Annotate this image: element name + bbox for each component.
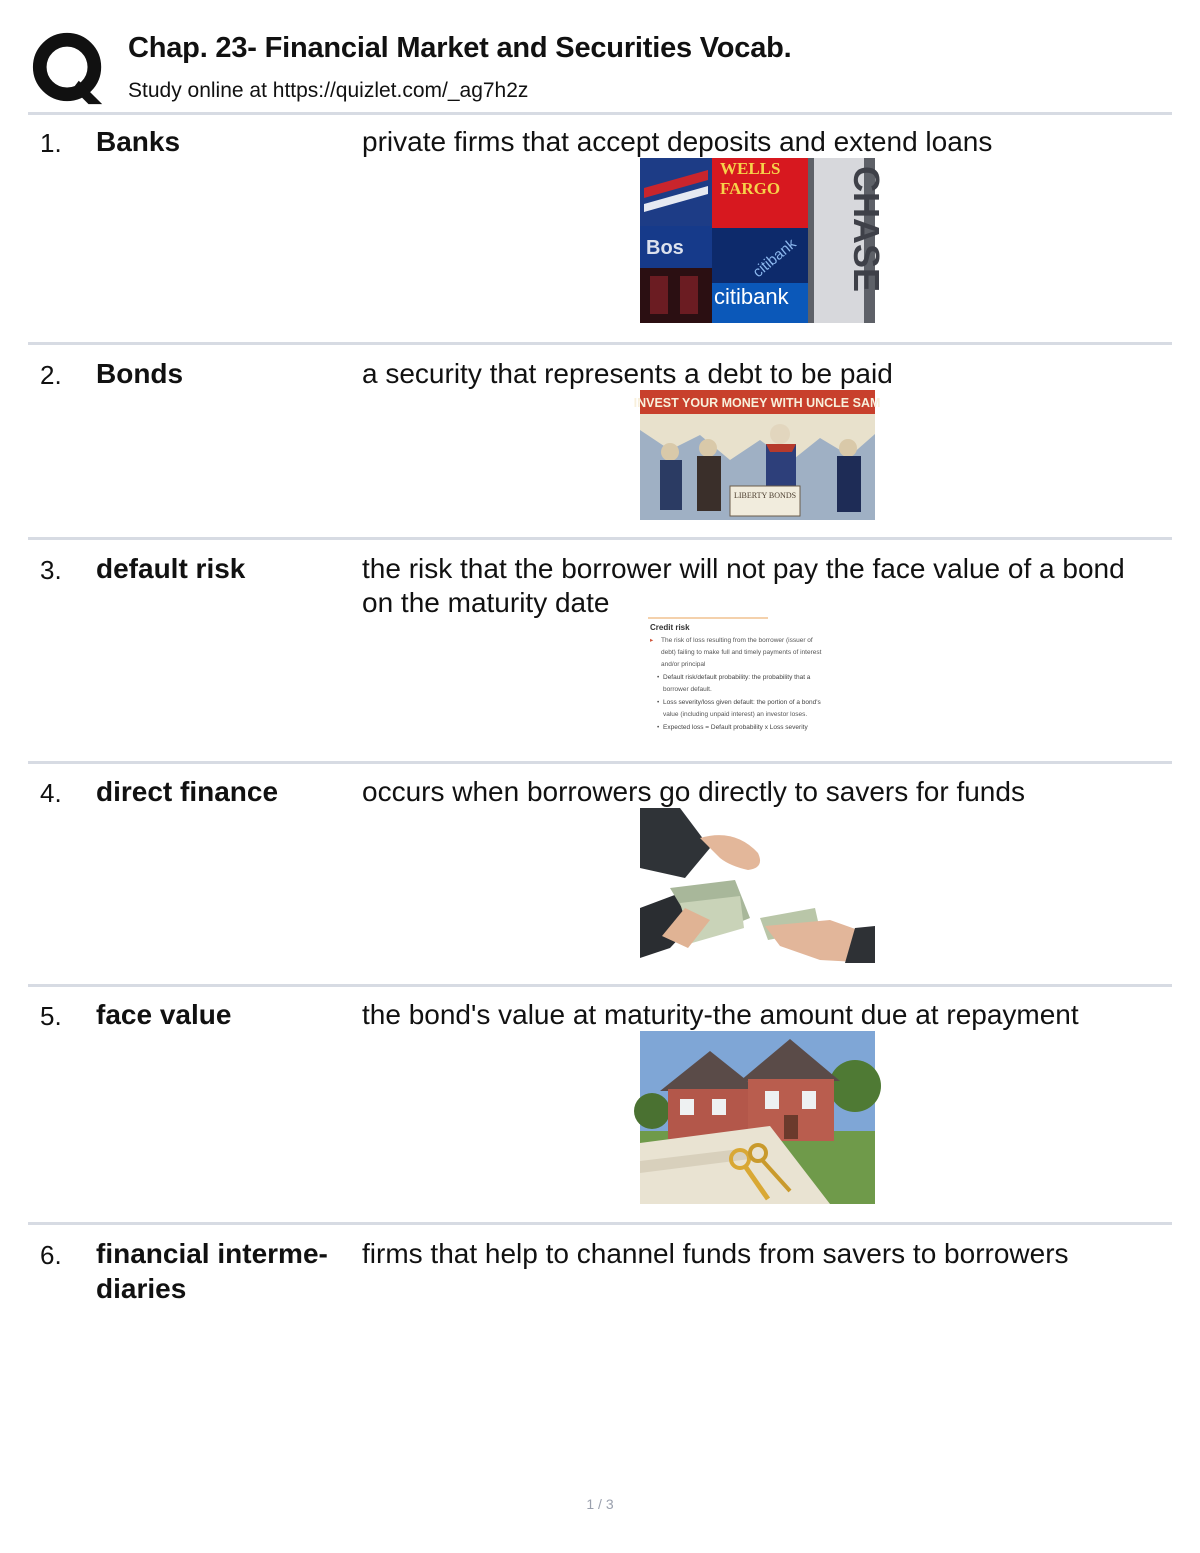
svg-text:borrower default.: borrower default.	[663, 686, 712, 693]
term-name: direct finance	[96, 776, 279, 807]
chase-label: CHASE	[846, 166, 887, 293]
svg-text:value (including unpaid intere: value (including unpaid interest) an investor loses.	[663, 711, 808, 718]
svg-text:Loss severity/loss given defau: Loss severity/loss given default: the portion of a bond's	[663, 699, 821, 706]
term-number: 3.	[40, 555, 62, 585]
svg-text:debt) failing to make full and: debt) failing to make full and timely payments of interest	[661, 649, 822, 656]
row-divider	[28, 1222, 1172, 1225]
term-number: 1.	[40, 128, 62, 158]
term-name: financial interme- diaries	[96, 1238, 328, 1304]
term-definition: occurs when borrowers go directly to savers for funds	[362, 776, 1025, 807]
row-divider	[28, 984, 1172, 987]
row-divider	[28, 761, 1172, 764]
term-definition: a security that represents a debt to be paid	[362, 358, 893, 389]
study-link[interactable]: Study online at https://quizlet.com/_ag7h2z	[128, 79, 529, 102]
house-keys-image	[640, 1031, 875, 1204]
liberty-bonds-image	[633, 390, 881, 520]
slide-heading: Credit risk	[650, 623, 690, 632]
svg-text:•: •	[657, 699, 660, 706]
hands-money-image	[640, 808, 875, 963]
header-divider	[28, 112, 1172, 115]
svg-text:Default risk/default probabili: Default risk/default probability: the probability that a	[663, 674, 811, 681]
term-name: default risk	[96, 553, 246, 584]
quizlet-logo-icon	[30, 30, 108, 108]
poster-banner: INVEST YOUR MONEY WITH UNCLE SAM	[633, 396, 881, 410]
term-definition: private firms that accept deposits and extend loans	[362, 126, 993, 157]
svg-text:and/or principal: and/or principal	[661, 661, 706, 668]
row-divider	[28, 342, 1172, 345]
term-definition: the bond's value at maturity-the amount due at repayment	[362, 999, 1079, 1030]
svg-text:The risk of loss resulting fro: The risk of loss resulting from the borrower (issuer of	[661, 637, 813, 644]
page-number: 1 / 3	[586, 1496, 614, 1512]
wells-label: WELLS	[720, 159, 781, 178]
svg-text:Expected loss = Default probab: Expected loss = Default probability x Loss severity	[663, 724, 808, 731]
svg-text:Bos: Bos	[646, 237, 684, 259]
svg-text:▸: ▸	[650, 637, 654, 644]
fargo-label: FARGO	[720, 179, 781, 198]
credit-risk-slide-image	[640, 615, 875, 737]
citibank-sign-label: citibank	[749, 235, 800, 282]
term-name: Banks	[96, 126, 181, 157]
term-name: Bonds	[96, 358, 184, 389]
citibank-label: citibank	[714, 284, 789, 309]
term-definition: firms that help to channel funds from savers to borrowers	[362, 1238, 1069, 1269]
term-name: face value	[96, 999, 232, 1030]
term-number: 4.	[40, 778, 62, 808]
svg-text:•: •	[657, 724, 660, 731]
page-title: Chap. 23- Financial Market and Securities Vocab.	[128, 32, 792, 64]
term-number: 6.	[40, 1240, 62, 1270]
bank-logos-image	[640, 158, 887, 323]
term-number: 5.	[40, 1001, 62, 1031]
term-number: 2.	[40, 360, 62, 390]
term-definition: the risk that the borrower will not pay the face value of a bond on the maturity date	[362, 553, 1125, 618]
row-divider	[28, 537, 1172, 540]
svg-text:•: •	[657, 674, 660, 681]
liberty-bonds-label: LIBERTY BONDS	[733, 491, 797, 500]
